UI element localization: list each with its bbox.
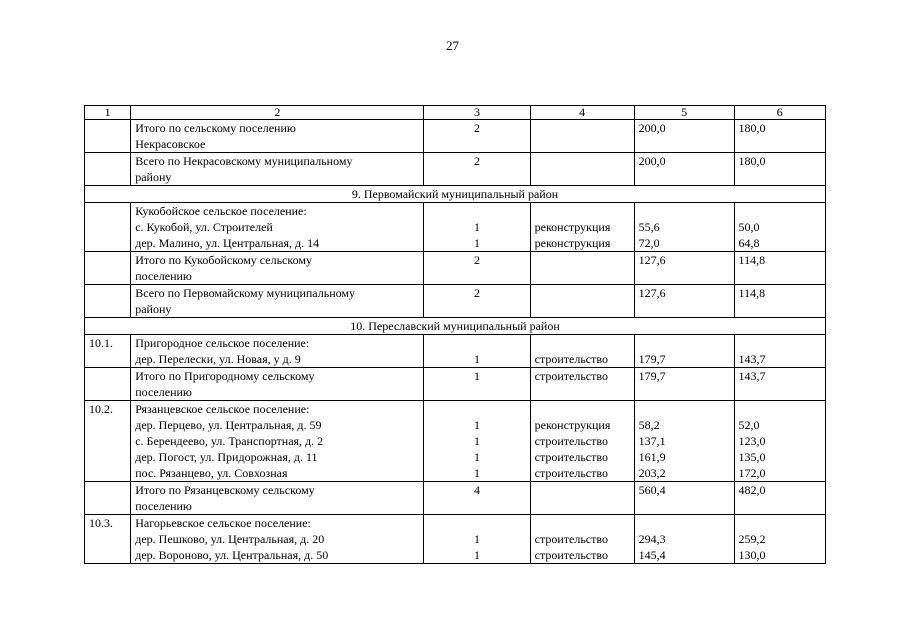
section-row <box>85 186 826 203</box>
row-name-line: Итого по Кукобойскому сельскому <box>135 253 312 267</box>
group-values-5 <box>634 515 734 564</box>
item-value-6: 143,7 <box>738 352 766 366</box>
group-title: Рязанцевское сельское поселение: <box>135 402 310 416</box>
group-types <box>530 203 634 252</box>
group-names <box>131 401 424 482</box>
row-value-5: 127,6 <box>634 252 734 285</box>
group-names <box>131 515 424 564</box>
objects-table <box>84 105 826 564</box>
item-count: 1 <box>474 450 481 464</box>
item-value-5: 72,0 <box>638 236 660 250</box>
row-count: 1 <box>424 368 530 401</box>
group-title: Нагорьевское сельское поселение: <box>135 516 311 530</box>
item-type: строительство <box>534 548 608 562</box>
total-row <box>85 252 826 285</box>
item-name: с. Берендеево, ул. Транспортная, д. 2 <box>135 434 324 448</box>
row-name <box>131 153 424 186</box>
item-value-6: 50,0 <box>738 220 760 234</box>
row-name-line: Всего по Некрасовскому муниципальному <box>135 154 353 168</box>
item-value-6: 123,0 <box>738 434 766 448</box>
row-value-5: 560,4 <box>634 482 734 515</box>
item-name: дер. Погост, ул. Придорожная, д. 11 <box>135 450 318 464</box>
item-count: 1 <box>474 434 481 448</box>
item-value-5: 145,4 <box>638 548 666 562</box>
row-number: 10.3. <box>85 515 131 564</box>
item-value-6: 172,0 <box>738 466 766 480</box>
item-value-6: 64,8 <box>738 236 760 250</box>
row-type <box>530 120 634 153</box>
row-number: 10.2. <box>85 401 131 482</box>
row-number <box>85 368 131 401</box>
item-type: реконструкция <box>534 236 611 250</box>
header-cell-2: 2 <box>131 106 424 120</box>
group-row <box>85 203 826 252</box>
item-count: 1 <box>474 220 481 234</box>
row-value-6: 180,0 <box>734 120 825 153</box>
item-value-5: 203,2 <box>638 466 666 480</box>
item-value-5: 294,3 <box>638 532 666 546</box>
item-type: строительство <box>534 352 608 366</box>
header-cell-1: 1 <box>85 106 131 120</box>
row-count: 4 <box>424 482 530 515</box>
row-type: строительство <box>530 368 634 401</box>
row-count: 2 <box>424 252 530 285</box>
item-name: дер. Перцево, ул. Центральная, д. 59 <box>135 418 322 432</box>
header-cell-3: 3 <box>424 106 530 120</box>
item-value-5: 161,9 <box>638 450 666 464</box>
item-count: 1 <box>474 352 481 366</box>
total-row <box>85 368 826 401</box>
section-title: 10. Переславский муниципальный район <box>85 318 826 335</box>
group-values-6 <box>734 515 825 564</box>
total-row <box>85 120 826 153</box>
item-count: 1 <box>474 532 481 546</box>
row-value-5: 200,0 <box>634 153 734 186</box>
item-type: строительство <box>534 466 608 480</box>
row-name <box>131 482 424 515</box>
row-value-6: 114,8 <box>734 285 825 318</box>
item-value-5: 58,2 <box>638 418 660 432</box>
group-counts <box>424 203 530 252</box>
row-number <box>85 252 131 285</box>
item-type: реконструкция <box>534 418 611 432</box>
group-counts <box>424 335 530 368</box>
row-count: 2 <box>424 153 530 186</box>
row-name <box>131 285 424 318</box>
item-name: дер. Малино, ул. Центральная, д. 14 <box>135 236 320 250</box>
row-value-6: 180,0 <box>734 153 825 186</box>
row-type <box>530 482 634 515</box>
group-title: Пригородное сельское поселение: <box>135 336 310 350</box>
row-type <box>530 285 634 318</box>
row-value-6: 114,8 <box>734 252 825 285</box>
group-row <box>85 335 826 368</box>
row-number <box>85 120 131 153</box>
row-name-line: району <box>135 302 172 316</box>
row-count: 2 <box>424 285 530 318</box>
page-number: 27 <box>446 38 459 53</box>
group-values-5 <box>634 401 734 482</box>
row-number <box>85 203 131 252</box>
row-type <box>530 153 634 186</box>
group-title: Кукобойское сельское поселение: <box>135 204 307 218</box>
group-types <box>530 335 634 368</box>
row-count: 2 <box>424 120 530 153</box>
total-row <box>85 482 826 515</box>
row-name <box>131 252 424 285</box>
row-name-line: району <box>135 170 172 184</box>
header-cell-5: 5 <box>634 106 734 120</box>
group-row <box>85 401 826 482</box>
row-name <box>131 368 424 401</box>
section-row <box>85 318 826 335</box>
group-values-5 <box>634 203 734 252</box>
item-count: 1 <box>474 548 481 562</box>
item-type: строительство <box>534 532 608 546</box>
group-counts <box>424 401 530 482</box>
group-row <box>85 515 826 564</box>
row-name-line: поселению <box>135 499 192 513</box>
total-row <box>85 285 826 318</box>
item-value-6: 130,0 <box>738 548 766 562</box>
item-type: строительство <box>534 434 608 448</box>
item-name: дер. Перелески, ул. Новая, у д. 9 <box>135 352 301 366</box>
item-name: пос. Рязанцево, ул. Совхозная <box>135 466 288 480</box>
item-name: дер. Вороново, ул. Центральная, д. 50 <box>135 548 329 562</box>
row-name <box>131 120 424 153</box>
item-value-5: 55,6 <box>638 220 660 234</box>
total-row <box>85 153 826 186</box>
row-name-line: поселению <box>135 385 192 399</box>
row-name-line: Некрасовское <box>135 137 206 151</box>
group-names <box>131 335 424 368</box>
item-value-6: 52,0 <box>738 418 760 432</box>
row-value-5: 127,6 <box>634 285 734 318</box>
row-number: 10.1. <box>85 335 131 368</box>
item-value-5: 137,1 <box>638 434 666 448</box>
row-name-line: Итого по Рязанцевскому сельскому <box>135 483 315 497</box>
group-counts <box>424 515 530 564</box>
item-count: 1 <box>474 466 481 480</box>
item-value-5: 179,7 <box>638 352 666 366</box>
row-name-line: Итого по сельскому поселению <box>135 121 296 135</box>
section-title: 9. Первомайский муниципальный район <box>85 186 826 203</box>
group-values-6 <box>734 401 825 482</box>
row-value-6: 482,0 <box>734 482 825 515</box>
item-name: дер. Пешково, ул. Центральная, д. 20 <box>135 532 325 546</box>
row-number <box>85 153 131 186</box>
group-types <box>530 515 634 564</box>
item-value-6: 135,0 <box>738 450 766 464</box>
row-value-6: 143,7 <box>734 368 825 401</box>
row-type <box>530 252 634 285</box>
group-types <box>530 401 634 482</box>
item-name: с. Кукобой, ул. Строителей <box>135 220 273 234</box>
row-name-line: Итого по Пригородному сельскому <box>135 369 315 383</box>
header-row <box>85 106 826 120</box>
group-values-6 <box>734 203 825 252</box>
header-cell-6: 6 <box>734 106 825 120</box>
row-number <box>85 285 131 318</box>
group-names <box>131 203 424 252</box>
table-body <box>85 106 826 564</box>
row-value-5: 179,7 <box>634 368 734 401</box>
row-number <box>85 482 131 515</box>
item-type: реконструкция <box>534 220 611 234</box>
row-name-line: Всего по Первомайскому муниципальному <box>135 286 355 300</box>
item-count: 1 <box>474 236 481 250</box>
row-value-5: 200,0 <box>634 120 734 153</box>
row-name-line: поселению <box>135 269 192 283</box>
header-cell-4: 4 <box>530 106 634 120</box>
group-values-5 <box>634 335 734 368</box>
group-values-6 <box>734 335 825 368</box>
item-value-6: 259,2 <box>738 532 766 546</box>
item-count: 1 <box>474 418 481 432</box>
item-type: строительство <box>534 450 608 464</box>
